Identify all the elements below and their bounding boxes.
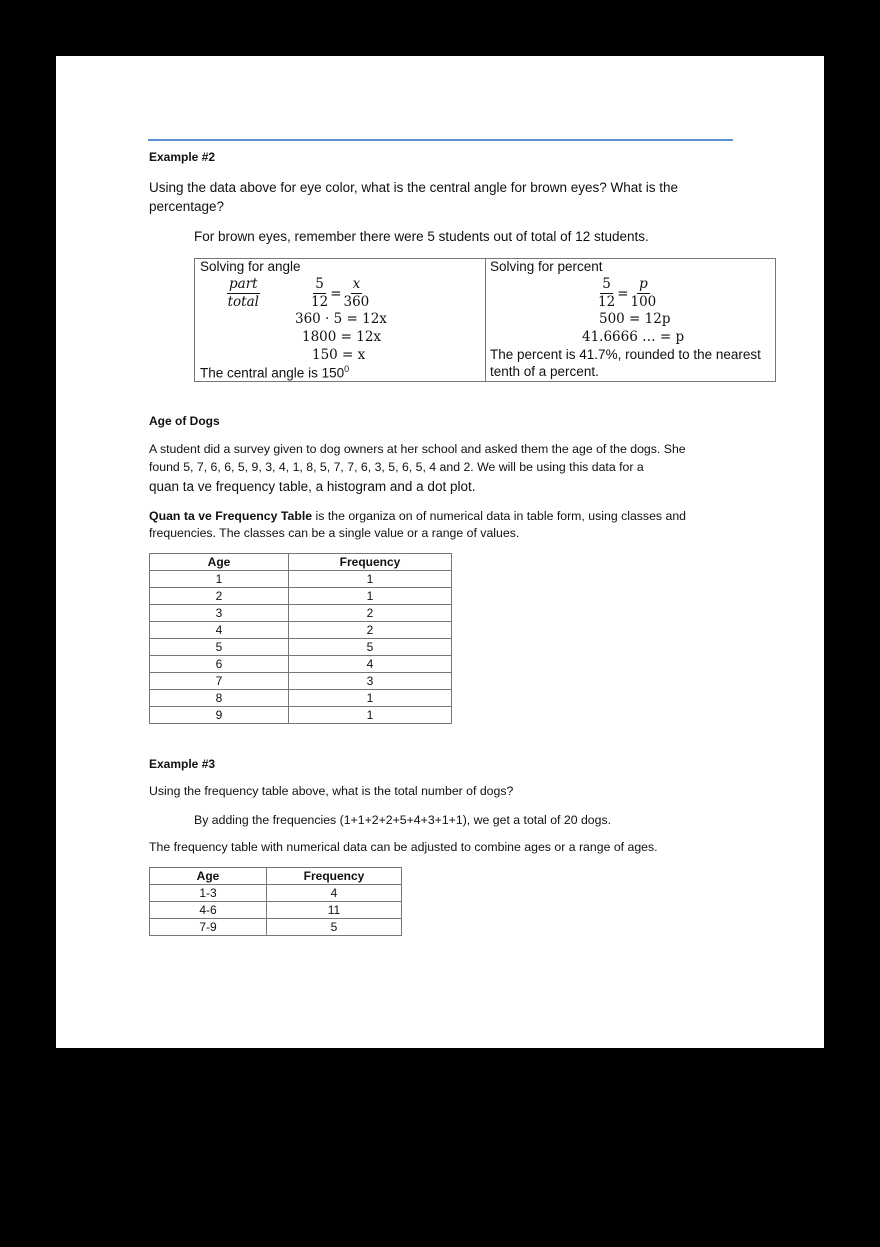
example3-note: The frequency table with numerical data can be adjusted to combine ages or a range of ages. [149,840,658,854]
table-row: 9 1 [150,707,452,724]
example3-heading: Example #3 [149,757,216,771]
header-age: Age [150,554,289,571]
table-row: 1 1 [150,571,452,588]
section-divider [148,139,733,141]
document-page [56,56,824,1048]
table-row: 7-9 5 [150,919,402,936]
example3-question: Using the frequency table above, what is the total number of dogs? [149,784,514,798]
header-age: Age [150,868,267,885]
table-row: 7 3 [150,673,452,690]
table-row: 3 2 [150,605,452,622]
table-row: 2 1 [150,588,452,605]
angle-step1: 360 · 5 = 12x [295,311,387,327]
angle-title: Solving for angle [200,259,301,274]
dogs-para-line2: found 5, 7, 6, 6, 5, 9, 3, 4, 1, 8, 5, 7, 7, 6, 3, 5, 6, 5, 4 and 2. We will be using this data for a [149,460,644,474]
table-row: 6 4 [150,656,452,673]
angle-proportion: $\frac{5}{12}$ = $\frac{x}{360}$ [311,276,370,310]
part-total-fraction: part total [227,276,259,310]
frequency-table [149,553,452,724]
dogs-para-line3: quan ta ve frequency table, a histogram and a dot plot. [149,479,476,494]
angle-step2: 1800 = 12x [302,329,382,345]
angle-cell [195,259,486,381]
header-frequency: Frequency [289,554,452,571]
header-frequency: Frequency [267,868,402,885]
example3-answer: By adding the frequencies (1+1+2+2+5+4+3+1+1), we get a total of 20 dogs. [194,813,612,827]
table-header-row [150,554,452,571]
percent-proportion: $\frac{5}{12}$ = $\frac{p}{100}$ [598,276,657,310]
percent-title: Solving for percent [490,259,603,274]
percent-conclusion-line2: tenth of a percent. [490,364,599,379]
grouped-frequency-table [149,867,402,936]
table-row: 4-6 11 [150,902,402,919]
percent-cell [486,259,775,381]
example2-question-line2: percentage? [149,199,225,214]
angle-conclusion: The central angle is $150^0$ [200,364,350,381]
definition-line2: frequencies. The classes can be a single value or a range of values. [149,526,520,540]
solution-table [194,258,776,382]
angle-step3: 150 = x [312,347,366,363]
example2-heading: Example #2 [149,150,216,164]
table-header-row [150,868,402,885]
table-row: 1-3 4 [150,885,402,902]
example2-question-line1: Using the data above for eye color, what is the central angle for brown eyes? What is the [149,180,679,195]
definition-line1: Quan ta ve Frequency Table is the organiza on of numerical data in table form, using classes and [149,509,687,523]
percent-step2: 41.6666 … = p [582,329,685,345]
dogs-heading: Age of Dogs [149,414,220,428]
example2-note: For brown eyes, remember there were 5 students out of total of 12 students. [194,229,649,244]
table-row: 8 1 [150,690,452,707]
dogs-para-line1: A student did a survey given to dog owners at her school and asked them the age of the dogs. She [149,442,686,456]
table-row: 5 5 [150,639,452,656]
percent-step1: 500 = 12p [599,311,671,327]
table-row: 4 2 [150,622,452,639]
percent-conclusion-line1: The percent is 41.7%, rounded to the nearest [490,347,761,362]
